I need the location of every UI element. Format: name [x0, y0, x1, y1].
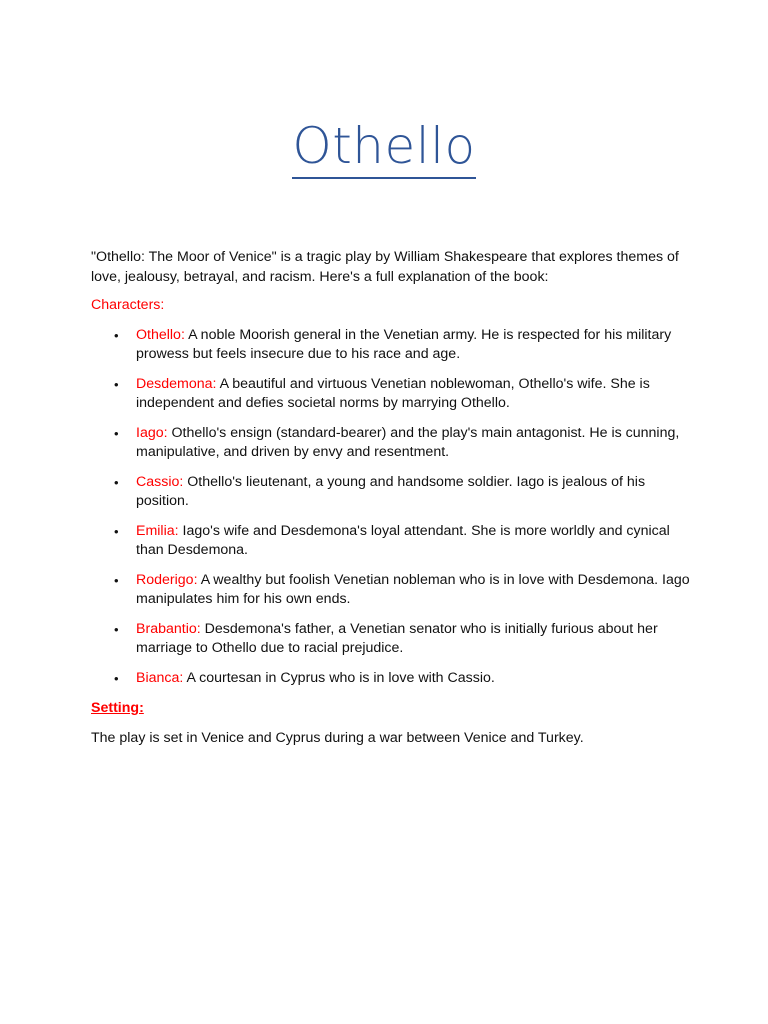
character-description: A noble Moorish general in the Venetian army. He is respected for his military prowess but feels insecure due to his race and age. — [136, 326, 672, 362]
list-item — [91, 620, 691, 659]
bullet-icon: • — [114, 474, 119, 490]
character-list — [91, 326, 691, 689]
character-description: Desdemona's father, a Venetian senator who is initially furious about her marriage to Othello due to racial prejudice. — [136, 620, 658, 656]
list-item — [91, 571, 691, 610]
bullet-icon: • — [114, 376, 119, 392]
document-title: Othello — [292, 116, 475, 179]
bullet-icon: • — [114, 670, 119, 686]
list-item — [91, 424, 691, 463]
list-item — [91, 326, 691, 365]
character-description: A beautiful and virtuous Venetian noblewoman, Othello's wife. She is independent and defies societal norms by marrying Othello. — [136, 375, 650, 411]
character-name: Brabantio: — [136, 620, 201, 637]
character-name: Bianca: — [136, 669, 184, 686]
list-item — [91, 669, 691, 689]
character-name: Roderigo: — [136, 571, 198, 588]
character-description: Othello's ensign (standard-bearer) and the play's main antagonist. He is cunning, manipulative, and driven by envy and resentment. — [136, 424, 680, 460]
character-name: Cassio: — [136, 473, 184, 490]
document-body — [91, 248, 691, 748]
bullet-icon: • — [114, 327, 119, 343]
setting-heading: Setting: — [91, 700, 144, 716]
characters-heading: Characters: — [91, 297, 165, 313]
list-item — [91, 375, 691, 414]
list-item — [91, 522, 691, 561]
character-description: A wealthy but foolish Venetian nobleman who is in love with Desdemona. Iago manipulates him for his own ends. — [136, 571, 690, 607]
bullet-icon: • — [114, 523, 119, 539]
character-name: Emilia: — [136, 522, 179, 539]
bullet-icon: • — [114, 621, 119, 637]
title-container — [0, 116, 768, 179]
character-name: Iago: — [136, 424, 168, 441]
bullet-icon: • — [114, 572, 119, 588]
intro-paragraph: "Othello: The Moor of Venice" is a tragic play by William Shakespeare that explores themes of love, jealousy, betrayal, and racism. Here's a full explanation of the book: — [91, 249, 679, 285]
character-description: Iago's wife and Desdemona's loyal attendant. She is more worldly and cynical than Desdemona. — [136, 522, 670, 558]
bullet-icon: • — [114, 425, 119, 441]
character-name: Desdemona: — [136, 375, 217, 392]
character-name: Othello: — [136, 326, 185, 343]
character-description: Othello's lieutenant, a young and handsome soldier. Iago is jealous of his position. — [136, 473, 646, 509]
character-description: A courtesan in Cyprus who is in love with Cassio. — [183, 669, 495, 686]
setting-paragraph: The play is set in Venice and Cyprus during a war between Venice and Turkey. — [91, 729, 584, 746]
list-item — [91, 473, 691, 512]
